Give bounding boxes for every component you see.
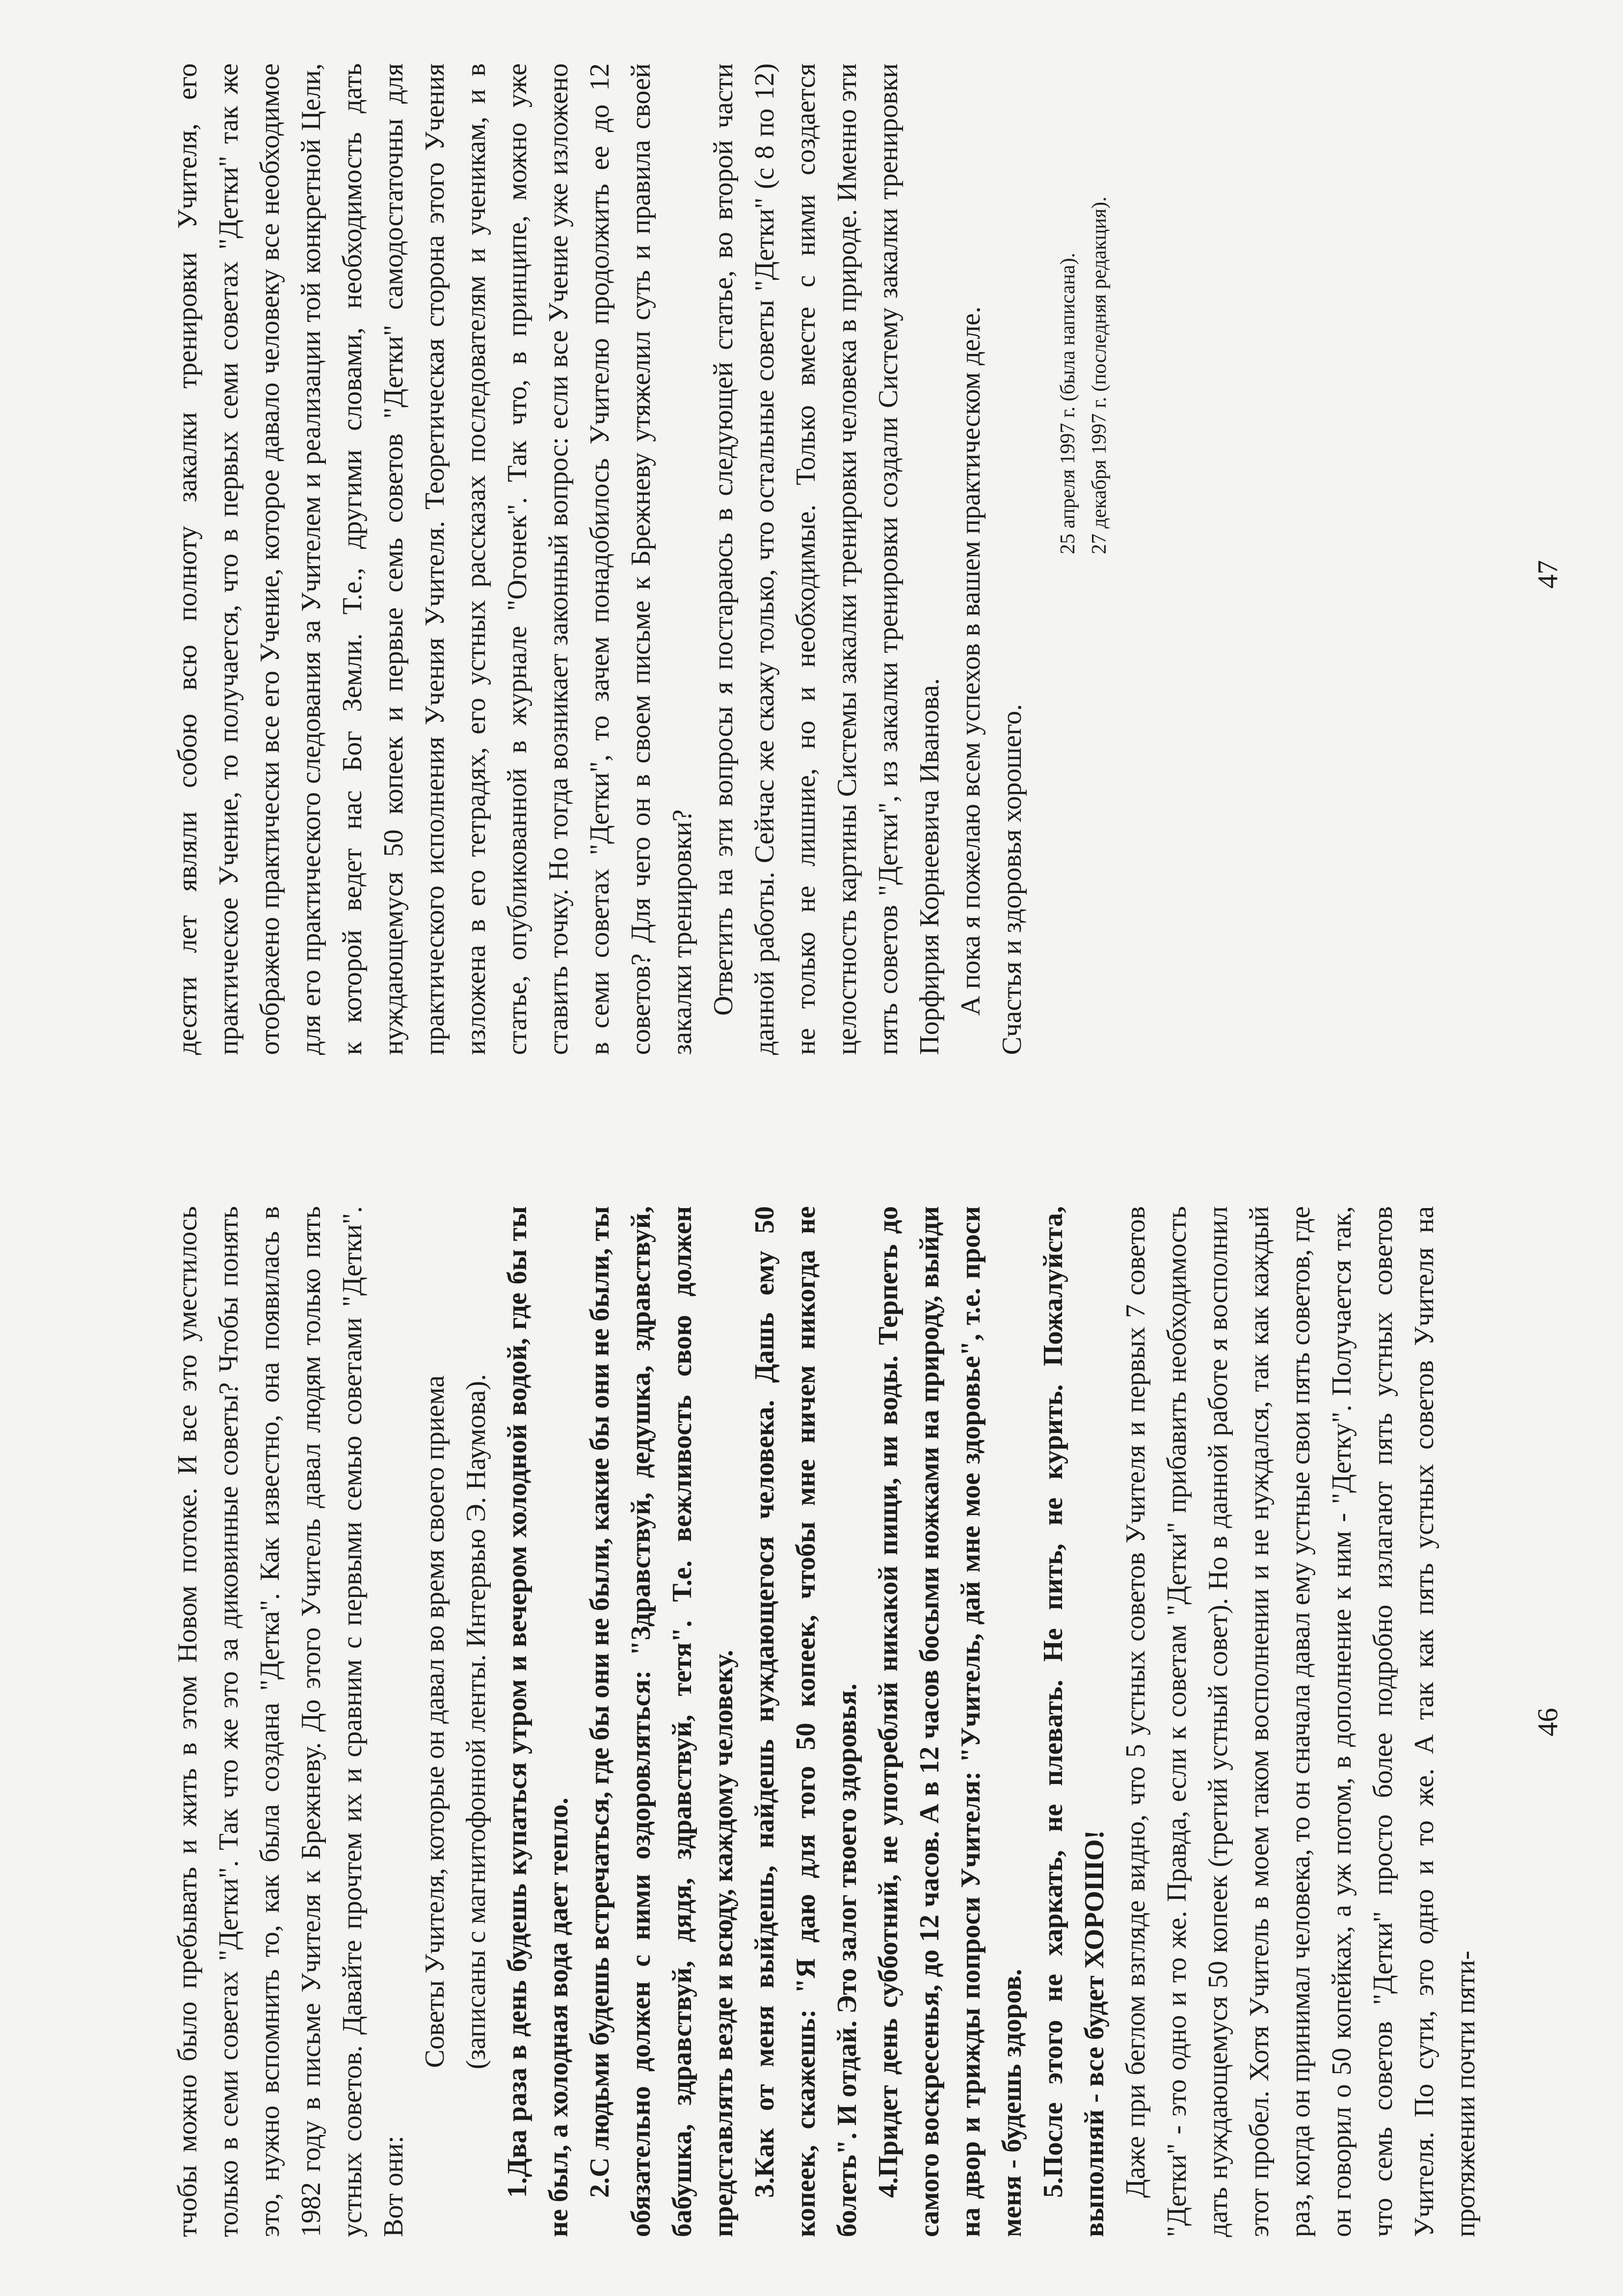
advice-4: 4.Придет день субботний, не употребляй никакой пищи, ни воды. Терпеть до самого воскресенья, до 12 часов. А в 12 часов босыми ножками на природу, выйди на двор и трижды попроси Учителя: "Учитель, дай мне мое здоровье", т.е. проси меня - будешь здоров. [873, 1206, 1027, 2237]
paragraph: тчобы можно было пребывать и жить в этом Новом потоке. И все это уместилось только в семи советах "Детки". Так что же это за диковинные советы? Чтобы понять это, нужно вспомнить то, как была создана "Детка". Как известно, она появилась в 1982 году в письме Учителя к Брежневу. До этого Учитель давал людям только пять устных советов. Давайте прочтем их и сравним с первыми семью советами "Детки". Вот они: [172, 1206, 409, 2237]
page-46-text [167, 1206, 1486, 2237]
date-written: 25 апреля 1997 г. (была написана). [1057, 252, 1079, 554]
section-heading: Советы Учителя, которые он давал во время своего приема [420, 1375, 450, 2068]
page-46 [0, 1147, 1623, 2296]
advice-2: 2.С людьми будешь встречаться, где бы они не были, какие бы они не были, ты обязательно должен с ними оздоровляться: "Здравствуй, дедушка, здравствуй, бабушка, здравствуй, дядя, здравствуй, тетя". Т.е. вежливость свою должен представлять везде и всюду, каждому человеку. [585, 1206, 739, 2237]
advice-1: 1.Два раза в день будешь купаться утром и вечером холодной водой, где бы ты не был, а холодная вода дает тепло. [502, 1206, 574, 2237]
advice-3: 3.Как от меня выйдешь, найдешь нуждающегося человека. Дашь ему 50 копеек, скажешь: "Я даю для того 50 копеек, чтобы мне ничем никогда не болеть". И отдай. Это залог твоего здоровья. [749, 1206, 862, 2237]
closing-line: Счастья и здоровья хорошего. [997, 704, 1027, 1055]
date-edited: 27 декабря 1997 г. (последняя редакция). [1088, 196, 1111, 554]
advice-5: 5.После этого не харкать, не плевать. Не пить, не курить. Пожалуйста, выполняй - все будет ХОРОШО! [1038, 1206, 1110, 2237]
paragraph: Даже при беглом взгляде видно, что 5 устных советов Учителя и первых 7 советов "Детки" - это одно и то же. Правда, если к советам "Детки" прибавить необходимость дать нуждающемуся 50 копеек (третий устный совет). Но в данной работе я восполнил этот пробел. Хотя Учитель в моем таком восполнении и не нуждался, так как каждый раз, когда он принимал человека, то он сначала давал ему устные свои пять советов, где он говорил о 50 копейках, а уж потом, в дополнение к ним - "Детку". Получается так, что семь советов "Детки" просто более подробно излагают пять устных советов Учителя. По сути, это одно и то же. А так как пять устных советов Учителя на протяжении почти пяти- [1120, 1206, 1481, 2237]
page-number: 46 [1532, 1708, 1564, 1736]
page-47-text [167, 63, 1115, 1055]
paragraph: А пока я пожелаю всем успехов в вашем практическом деле. [956, 306, 986, 1016]
section-subheading: (записаны с магнитофонной ленты. Интервью Э. Наумова). [461, 1374, 491, 2070]
paragraph: Ответить на эти вопросы я постараюсь в следующей статье, во второй части данной работы. Сейчас же скажу только, что остальные советы "Детки" (с 8 по 12) не только не лишние, но и необходимые. Только вместе с ними создается целостность картины Системы закалки тренировки человека в природе. Именно эти пять советов "Детки", из закалки тренировки создали Систему закалки тренировки Порфирия Корнеевича Иванова. [708, 63, 945, 1055]
page-number: 47 [1532, 560, 1564, 589]
date-block [1052, 63, 1115, 554]
paragraph: десяти лет являли собою всю полноту закалки тренировки Учителя, его практическое Учение, то получается, что в первых семи советах "Детки" так же отображено практически все его Учение, которое давало человеку все необходимое для его практического следования за Учителем и реализации той конкретной Цели, к которой ведет нас Бог Земли. Т.е., другими словами, необходимость дать нуждающемуся 50 копеек и первые семь советов "Детки" самодостаточны для практического исполнения Учения Учителя. Теоретическая сторона этого Учения изложена в его тетрадях, его устных рассказах последователям и ученикам, и в статье, опубликованной в журнале "Огонек". Так что, в принципе, можно уже ставить точку. Но тогда возникает законный вопрос: если все Учение уже изложено в семи советах "Детки", то зачем понадобилось Учителю продолжить ее до 12 советов? Для чего он в своем письме к Брежневу утяжелил суть и правила своей закалки тренировки? [172, 63, 697, 1055]
